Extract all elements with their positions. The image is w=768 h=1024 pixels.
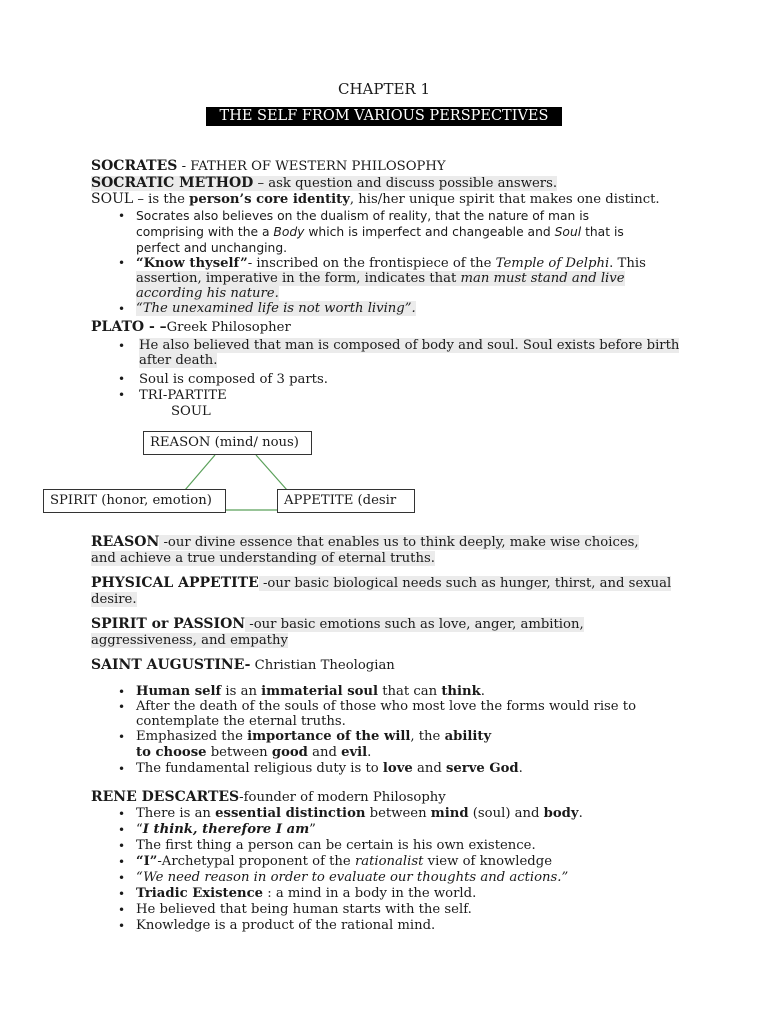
bullet: • xyxy=(118,388,126,402)
socrates-bullet-1-line-1: Socrates also believes on the dualism of reality, that the nature of man is xyxy=(136,209,590,223)
text-bold: essential distinction xyxy=(215,806,366,821)
diagram-spirit-box: SPIRIT (honor, emotion) xyxy=(43,489,226,513)
plato-desc: Greek Philosopher xyxy=(166,320,291,335)
text: between xyxy=(365,806,431,821)
text-bold: ability xyxy=(444,729,492,744)
augustine-bullet-3-line-2 xyxy=(136,745,371,760)
bullet: • xyxy=(118,256,126,270)
socrates-bullet-1-line-3: perfect and unchanging. xyxy=(136,241,288,255)
descartes-bullet-8: Knowledge is a product of the rational mind. xyxy=(136,918,436,933)
bullet: • xyxy=(118,762,126,776)
connector-reason-spirit xyxy=(185,455,215,490)
descartes-name: RENE DESCARTES xyxy=(91,789,240,805)
descartes-bullet-6 xyxy=(136,886,476,901)
descartes-bullet-5 xyxy=(136,870,568,885)
descartes-bullet-1 xyxy=(136,806,583,821)
chapter-title: THE SELF FROM VARIOUS PERSPECTIVES xyxy=(206,107,562,126)
text-italic: Temple of Delphi xyxy=(495,256,610,271)
augustine-heading xyxy=(91,658,395,673)
augustine-bullet-1 xyxy=(136,684,485,699)
bullet: • xyxy=(118,730,126,744)
bullet: • xyxy=(118,302,126,316)
text: -Archetypal proponent of the xyxy=(157,854,355,869)
text: There is an xyxy=(136,806,216,821)
text-bold: Triadic Existence xyxy=(136,886,264,901)
text-bold: evil xyxy=(341,745,368,760)
text-bold: love xyxy=(382,761,413,776)
bullet: • xyxy=(118,919,126,933)
text: which is imperfect and changeable and xyxy=(304,225,555,239)
augustine-bullet-4 xyxy=(136,761,523,776)
text-bold: “I” xyxy=(136,854,158,869)
text-italic: rationalist xyxy=(354,854,424,869)
know-thyself: “Know thyself” xyxy=(136,256,248,271)
bullet: • xyxy=(118,855,126,869)
text: . xyxy=(578,806,583,821)
bullet: • xyxy=(118,871,126,885)
bullet: • xyxy=(118,887,126,901)
text: comprising with the a xyxy=(136,225,274,239)
augustine-bullet-3-line-1 xyxy=(136,729,491,744)
def-reason-line-1 xyxy=(91,535,639,550)
soul-bold: person’s core identity xyxy=(189,192,350,207)
def-reason-line-2: and achieve a true understanding of eternal truths. xyxy=(91,551,435,566)
text: -our divine essence that enables us to think deeply, make wise choices, xyxy=(159,535,639,550)
text-bold: mind xyxy=(430,806,469,821)
soul-pre: – is the xyxy=(133,192,190,207)
augustine-desc: Christian Theologian xyxy=(250,658,395,673)
text: , the xyxy=(410,729,445,744)
text: that can xyxy=(378,684,442,699)
text: -our basic emotions such as love, anger, ambition, xyxy=(245,617,584,632)
plato-bullet-1-line-2: after death. xyxy=(139,353,218,368)
text: assertion, imperative in the form, indicates that xyxy=(136,271,461,286)
text: : a mind in a body in the world. xyxy=(263,886,477,901)
text-bold: think xyxy=(441,684,481,699)
socratic-method-text: – ask question and discuss possible answers. xyxy=(253,176,558,191)
bullet: • xyxy=(118,700,126,714)
text: “ xyxy=(136,822,143,837)
text: . xyxy=(367,745,372,760)
soul-label: SOUL xyxy=(91,191,134,207)
bullet: • xyxy=(118,807,126,821)
socrates-name: SOCRATES xyxy=(91,158,178,174)
text: and xyxy=(412,761,446,776)
plato-bullet-3-sub: SOUL xyxy=(171,404,211,419)
text-italic: man must stand and live xyxy=(460,271,625,286)
text: ” xyxy=(309,822,316,837)
def-spirit-line-1 xyxy=(91,617,584,632)
bullet: • xyxy=(118,839,126,853)
text: . This xyxy=(609,256,646,271)
diagram-appetite-box: APPETITE (desir xyxy=(277,489,415,513)
text-bold: good xyxy=(271,745,308,760)
descartes-bullet-4 xyxy=(136,854,552,869)
plato-bullet-3: TRI-PARTITE xyxy=(139,388,227,403)
plato-bullet-1-line-1: He also believed that man is composed of body and soul. Soul exists before birth xyxy=(139,338,680,353)
descartes-heading xyxy=(91,790,446,805)
text: The fundamental religious duty is to xyxy=(136,761,383,776)
descartes-bullet-7: He believed that being human starts with the self. xyxy=(136,902,472,917)
soul-post: , his/her unique spirit that makes one distinct. xyxy=(349,192,660,207)
text: Emphasized the xyxy=(136,729,248,744)
descartes-desc: -founder of modern Philosophy xyxy=(239,790,446,805)
bullet: • xyxy=(118,209,126,223)
text: . xyxy=(518,761,523,776)
bullet: • xyxy=(118,685,126,699)
def-appetite-line-1 xyxy=(91,576,671,591)
descartes-bullet-3: The first thing a person can be certain is his own existence. xyxy=(136,838,536,853)
def-spirit-line-2: aggressiveness, and empathy xyxy=(91,633,288,648)
text: - inscribed on the frontispiece of the xyxy=(247,256,496,271)
def-reason-label: REASON xyxy=(91,534,160,550)
text: -our basic biological needs such as hunger, thirst, and sexual xyxy=(258,576,672,591)
plato-name: PLATO - – xyxy=(91,319,167,335)
bullet: • xyxy=(118,372,126,386)
text: (soul) and xyxy=(468,806,544,821)
text: is an xyxy=(221,684,262,699)
def-appetite-label: PHYSICAL APPETITE xyxy=(91,575,259,591)
text-italic: Soul xyxy=(554,225,582,239)
socratic-method-label: SOCRATIC METHOD xyxy=(91,175,254,191)
def-spirit-label: SPIRIT or PASSION xyxy=(91,616,246,632)
plato-bullet-2: Soul is composed of 3 parts. xyxy=(139,372,328,387)
text-italic: “We need reason in order to evaluate our thoughts and actions.” xyxy=(136,870,569,885)
text-bold: Human self xyxy=(136,684,222,699)
chapter-heading: CHAPTER 1 xyxy=(337,80,431,98)
text-bold: body xyxy=(543,806,579,821)
augustine-name: SAINT AUGUSTINE- xyxy=(91,657,251,673)
augustine-bullet-2-line-2: contemplate the eternal truths. xyxy=(136,714,346,729)
unexamined-life-quote: “The unexamined life is not worth living”. xyxy=(136,301,416,316)
text-bold: serve God xyxy=(445,761,519,776)
text: between xyxy=(206,745,272,760)
text: . xyxy=(480,684,485,699)
text-bold: immaterial soul xyxy=(261,684,379,699)
augustine-bullet-2-line-1: After the death of the souls of those who most love the forms would rise to xyxy=(136,699,637,714)
text: and xyxy=(307,745,342,760)
socrates-dash: - xyxy=(177,159,191,174)
def-appetite-line-2: desire. xyxy=(91,592,137,607)
text-italic: according his nature. xyxy=(136,286,279,301)
text: view of knowledge xyxy=(423,854,552,869)
text: that is xyxy=(581,225,624,239)
diagram-reason-box: REASON (mind/ nous) xyxy=(143,431,312,455)
text-italic: Body xyxy=(273,225,305,239)
bullet: • xyxy=(118,339,126,353)
cogito-quote: I think, therefore I am xyxy=(142,822,310,837)
text-bold: to choose xyxy=(136,745,207,760)
connector-reason-appetite xyxy=(256,455,287,490)
bullet: • xyxy=(118,903,126,917)
socrates-desc: FATHER OF WESTERN PHILOSOPHY xyxy=(190,159,446,174)
descartes-bullet-2 xyxy=(136,822,316,837)
text-bold: importance of the will xyxy=(247,729,411,744)
bullet: • xyxy=(118,823,126,837)
